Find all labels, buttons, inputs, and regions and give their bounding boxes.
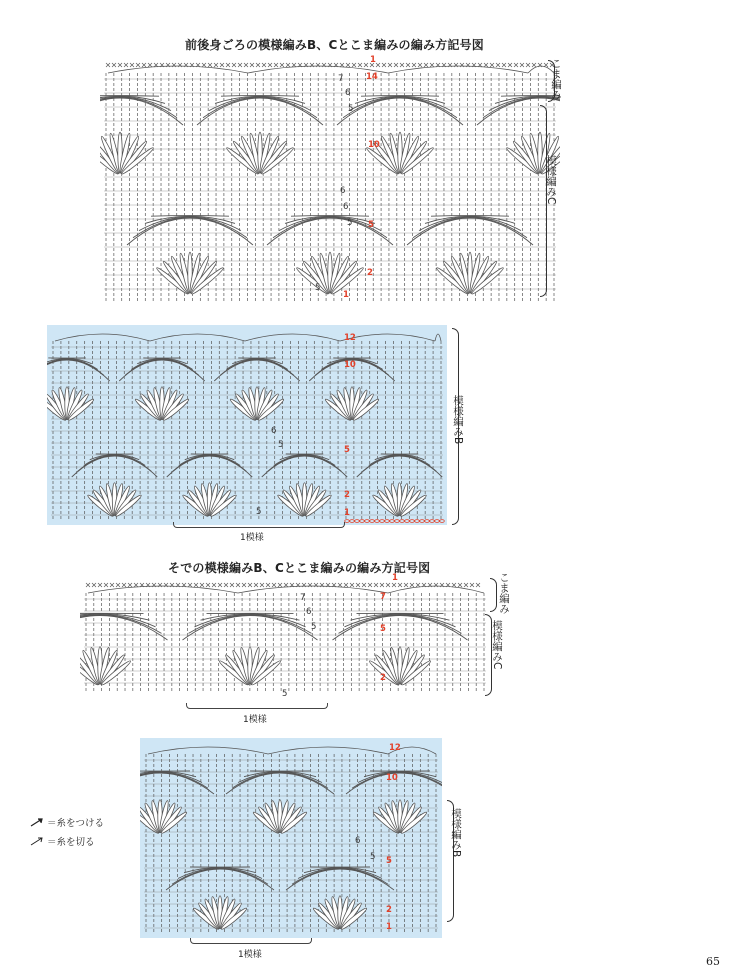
diagram2-koma-label: こま編み bbox=[498, 572, 510, 614]
diagram2-b-label: 模様編みB bbox=[450, 808, 462, 858]
diagram2-row-b-5: 5 bbox=[370, 852, 376, 862]
diagram2-row-c-1: 1 bbox=[392, 573, 398, 583]
diagram2-row-c-7b: 7 bbox=[300, 593, 306, 603]
legend-cut bbox=[30, 834, 95, 848]
diagram1-repeat-label: 1模様 bbox=[240, 533, 264, 543]
diagram1-row-c-5: 5 bbox=[348, 104, 354, 114]
diagram2-row-b-5b: 5 bbox=[386, 856, 392, 866]
diagram2-row-b-10: 10 bbox=[386, 773, 398, 783]
legend-attach bbox=[30, 815, 104, 829]
diagram1-row-c-6b: 6 bbox=[340, 186, 346, 196]
diagram1-row-c-5b: 5 bbox=[347, 218, 353, 228]
diagram1-row-c-10: 10 bbox=[368, 140, 380, 150]
diagram1-pattern-c-chart bbox=[100, 55, 560, 305]
diagram1-row-c-5d: 5 bbox=[315, 283, 321, 293]
diagram1-row-c-2: 2 bbox=[367, 268, 373, 278]
diagram1-row-c-6c: 6 bbox=[343, 202, 349, 212]
legend-cut-label: ＝糸を切る bbox=[47, 837, 95, 848]
diagram1-title: 前後身ごろの模様編みB、Cとこま編みの編み方記号図 bbox=[185, 38, 484, 52]
diagram2-b-repeat-bracket bbox=[190, 938, 312, 944]
cut-yarn-icon bbox=[30, 836, 44, 846]
attach-yarn-icon bbox=[30, 817, 44, 827]
diagram1-row-b-12: 12 bbox=[344, 333, 356, 343]
diagram2-pattern-c-chart bbox=[80, 575, 490, 695]
diagram1-row-c-6: 6 bbox=[345, 88, 351, 98]
diagram1-pattern-b-chart bbox=[47, 325, 447, 525]
diagram2-c-label: 模様編みC bbox=[491, 620, 503, 670]
diagram2-row-c-7: 7 bbox=[380, 592, 386, 602]
diagram1-row-b-2: 2 bbox=[344, 490, 350, 500]
diagram2-row-b-6: 6 bbox=[355, 836, 361, 846]
diagram2-row-c-2: 2 bbox=[380, 673, 386, 683]
diagram1-row-b-5: 5 bbox=[278, 440, 284, 450]
diagram2-row-b-2: 2 bbox=[386, 905, 392, 915]
diagram2-c-repeat-label: 1模様 bbox=[243, 715, 267, 725]
diagram2-row-c-5: 5 bbox=[311, 622, 317, 632]
diagram2-c-repeat-bracket bbox=[186, 703, 328, 709]
diagram1-row-c-5c: 5 bbox=[368, 220, 374, 230]
diagram1-row-b-1: 1 bbox=[344, 508, 350, 518]
diagram1-row-c-1: 1 bbox=[370, 55, 376, 65]
legend-attach-label: ＝糸をつける bbox=[47, 818, 105, 829]
diagram1-row-b-10: 10 bbox=[344, 360, 356, 370]
diagram1-row-b-6: 6 bbox=[271, 426, 277, 436]
diagram2-row-b-1: 1 bbox=[386, 922, 392, 932]
diagram2-row-c-5c: 5 bbox=[282, 689, 288, 699]
diagram1-row-c-14: 14 bbox=[366, 72, 378, 82]
diagram2-row-c-5b: 5 bbox=[380, 624, 386, 634]
page-number: 65 bbox=[706, 955, 720, 968]
diagram1-row-b-5c: 5 bbox=[256, 507, 262, 517]
diagram2-row-b-12: 12 bbox=[389, 743, 401, 753]
diagram1-c-label: 模様編みC bbox=[545, 155, 557, 205]
diagram2-row-c-6: 6 bbox=[306, 607, 312, 617]
diagram1-row-b-5b: 5 bbox=[344, 445, 350, 455]
diagram1-row-c-1b: 1 bbox=[343, 290, 349, 300]
diagram2-pattern-b-chart bbox=[140, 738, 442, 938]
diagram1-koma-label: こま編み bbox=[550, 58, 562, 100]
diagram1-repeat-bracket bbox=[173, 522, 345, 528]
diagram2-b-repeat-label: 1模様 bbox=[238, 950, 262, 960]
diagram2-title: そでの模様編みB、Cとこま編みの編み方記号図 bbox=[168, 561, 431, 575]
diagram1-b-label: 模様編みB bbox=[452, 395, 464, 445]
diagram1-row-c-7: 7 bbox=[338, 74, 344, 84]
diagram2-koma-bracket bbox=[490, 578, 497, 612]
